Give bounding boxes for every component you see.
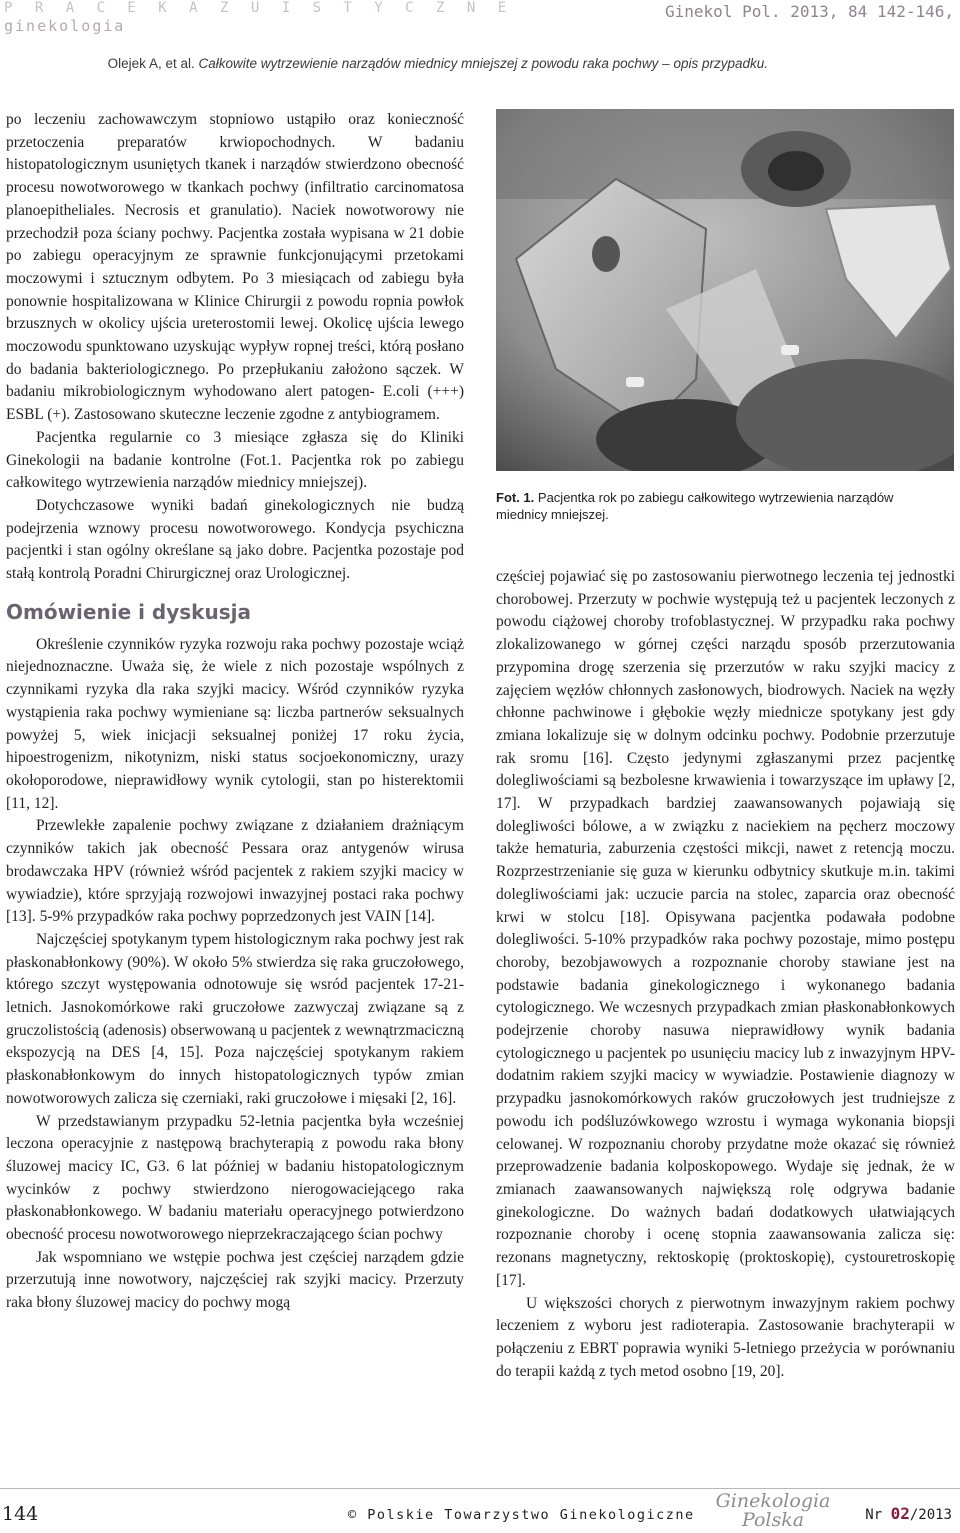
left-column — [6, 109, 464, 1315]
footer-divider — [0, 1488, 960, 1489]
copyright-society: © Polskie Towarzystwo Ginekologiczne — [348, 1507, 695, 1523]
paragraph: Określenie czynników ryzyka rozwoju raka pochwy pozostaje wciąż niejednoznaczne. Uważa się, że wiele z nich pozostaje wspólnych z czynnikami ryzyka dla raka szyjki macicy. Wśród czynników ryzyka wystąpienia raka pochwy wymieniane są: liczba partnerów seksualnych powyżej 5, wiek inicjacji seksualnej poniżej 17 roku życia, hipoestrogenizm, nikotynizm, niski status socjoekonomiczny, urazy okołoporodowe, nieprawidłowy wynik cytologii, stan po histerektomii [11, 12]. — [6, 635, 464, 812]
section-heading: Omówienie i dyskusja — [6, 599, 251, 624]
running-head — [108, 56, 768, 71]
figure-caption — [496, 489, 946, 523]
paragraph: Dotychczasowe wyniki badań ginekologicznych nie budzą podejrzenia wznowy procesu nowotworowego. Kondycja psychiczna pacjentki i stan ogólny określane są jako dobre. Pacjentka pozostaje pod stałą kontrolą Poradni Chirurgicznej oraz Urologicznej. — [6, 496, 464, 583]
logo-line2: Polska — [741, 1509, 805, 1531]
issue-num: 02 — [890, 1504, 910, 1523]
clinical-photo-image — [496, 109, 954, 471]
paragraph: Pacjentka regularnie co 3 miesiące zgłasza się do Kliniki Ginekologii na badanie kontrolne (Fot.1. Pacjentka rok po zabiegu całkowitego wytrzewienia narządów miednicy mniejszej). — [6, 428, 464, 492]
issue-prefix: Nr — [865, 1507, 891, 1523]
figure-caption-text: Pacjentka rok po zabiegu całkowitego wytrzewienia narządów miednicy mniejszej. — [496, 490, 894, 522]
header-left — [4, 0, 513, 35]
clinical-photo — [496, 109, 954, 471]
journal-logo — [712, 1492, 834, 1530]
paragraph: po leczeniu zachowawczym stopniowo ustąpiło oraz konieczność przetoczenia preparatów krwiopochodnych. W badaniu histopatologicznym usuniętych tkanek i narządów stwierdzono obecność procesu nowotworowego w tkankach pochwy (infiltratio carcinomatosa planoepitheliales. Necrosis et granulatio). Naciek nowotworowy nie przechodził poza ściany pochwy. Pacjentka została wypisana w 21 dobie po zabiegu operacyjnym ze sprawnie funkcjonującymi przetokami moczowymi i sztucznym odbytem. Po 3 miesiącach od zabiegu była ponownie hospitalizowana w Klinice Chirurgii z powodu ropnia powłok brzusznych w okolicy ujścia ureterostomii lewej. Okolicę ujścia lewego moczowodu spunktowano uzyskując wypływ ropnej treści, którą posłano do badania bakteriologicznego. Po przepłukaniu założono sączek. W badaniu mikrobiologicznym wyhodowano alert patogen- E.coli (+++) ESBL (+). Zastosowano skuteczne leczenie zgodne z antybiogramem. — [6, 111, 464, 424]
journal-name: ginekologia — [4, 17, 126, 35]
figure-label: Fot. 1. — [496, 490, 535, 505]
running-head-authors: Olejek A, et al. — [107, 56, 195, 71]
right-column — [496, 566, 955, 1383]
paragraph: częściej pojawiać się po zastosowaniu pierwotnego leczenia tej jednostki chorobowej. Przerzuty w pochwie występują też u pacjentek leczonych z powodu ciążowej choroby trofoblastycznej. W przypadku raka pochwy zlokalizowanego w górnej części narządu sposób przerzutowania przypomina drogę szerzenia się przerzutów w raku szyjki macicy z zajęciem węzłów chłonnych zasłonowych, biodrowych. Naciek na węzły chłonne pachwinowe i głębokie węzły miednicze spotykany jest gdy zmiana lokalizuje się w dolnym odcinku pochwy. Podobnie przerzutuje rak sromu [16]. Często jedynymi zgłaszanymi przez pacjentkę dolegliwościami są bezbolesne krwawienia i towarzyszące im upławy [2, 17]. W przypadkach bardziej zaawansowanych pojawiają się dolegliwości bólowe, a w związku z naciekiem na pęcherz moczowy także hematuria, zaburzenia częstości mikcji, nawet z retencją moczu. Rozprzestrzenianie się guza w kierunku odbytnicy skutkuje m.in. takimi dolegliwościami jak: uczucie parcia na stolec, zaparcia oraz obecność krwi w stolcu [18]. Opisywana pacjentka podawała podobne dolegliwości. 5-10% przypadków raka pochwy pozostaje, mimo postępu choroby, bezobjawowych a rozpoznanie choroby stawiane jest na podstawie badania ginekologicznego i wykonanego badania cytologicznego. We wczesnych przypadkach zmian płaskonabłonkowych podejrzenie choroby nasuwa nieprawidłowy wynik badania cytologicznego u pacjentek po usunięciu macicy lub z inwazyjnym HPV-dodatnim rakiem szyjki macicy w wywiadzie. Postawienie diagnozy w przypadku jasnokomórkowych raków gruczołowych jest trudniejsze z powodu ich podśluzówkowego wzrostu i wymaga wykonania biopsji celowanej. W rozpoznaniu choroby przydatne może okazać się również przeprowadzenie badania kolposkopowego. Wydaje się jednak, że w zmianach zaawansowanych największą rolę odgrywa badanie ginekologiczne. Do ważnych badań dodatkowych ułatwiających rozpoznanie choroby i ocenę stopnia zaawansowania zalicza się: rezonans magnetyczny, rektoskopię (proktoskopię), cystouretroskopię [17]. — [496, 568, 955, 1289]
journal-citation: Ginekol Pol. 2013, 84 142-146, — [665, 2, 954, 21]
paragraph: Jak wspomniano we wstępie pochwa jest częściej narządem gdzie przerzutują inne nowotwory, najczęściej rak szyjki macicy. Przerzuty raka błony śluzowej macicy do pochwy mogą — [6, 1248, 464, 1312]
paragraph: Przewlekłe zapalenie pochwy związane z działaniem drażniącym czynników takich jak obecność Pessara oraz antygenów wirusa brodawczaka HPV (również wśród pacjentek z rakiem szyjki macicy w wywiadzie), które sprzyjają rozwojowi inwazyjnej postaci raka pochwy [13]. 5-9% przypadków raka pochwy poprzedzonych jest VAIN [14]. — [6, 817, 464, 926]
paragraph: W przedstawianym przypadku 52-letnia pacjentka była wcześniej leczona operacyjnie z następową brachyterapią z powodu raka błony śluzowej macicy IC, G3. 6 lat później w badaniu histopatologicznym wycinków z pochwy stwierdzono nierogowaciejącego raka płaskonabłonkowego. W badaniu materiału operacyjnego potwierdzono obecność procesu nowotworowego nieprzekraczającego ścian pochwy — [6, 1112, 464, 1244]
paragraph: Najczęściej spotykanym typem histologicznym raka pochwy jest rak płaskonabłonkowy (90%). W około 5% stwierdza się raka gruczołowego, którego szczyt występowania odnotowuje się wsród pacjentek 17-21-letnich. Jasnokomórkowe raki gruczołowe zazwyczaj związane są z gruczolistością (adenosis) obserwowaną u pacjentek z wewnątrzmaciczną ekspozycją na DES [4, 15]. Poza najczęściej spotykanym rakiem płaskonabłonkowym do innych histopatologicznych typów zmian nowotworowych zalicza się czerniaki, raki gruczołowe i mięsaki [2, 16]. — [6, 930, 464, 1107]
issue-year: /2013 — [909, 1507, 952, 1523]
paragraph: U większości chorych z pierwotnym inwazyjnym rakiem pochwy leczeniem z wyboru jest radioterapia. Zastosowanie brachyterapii w połączeniu z EBRT poprawia wyniki 5-letniego przeżycia w porównaniu do terapii każdą z tych metod osobno [19, 20]. — [496, 1294, 955, 1380]
section-kicker: P R A C E K A Z U I S T Y C Z N E — [4, 0, 514, 16]
running-head-title: Całkowite wytrzewienie narządów miednicy mniejszej z powodu raka pochwy – opis przypadku. — [198, 56, 768, 71]
issue-number — [865, 1504, 952, 1523]
page-number: 144 — [2, 1503, 39, 1525]
logo-line1: Ginekologia — [715, 1490, 831, 1512]
